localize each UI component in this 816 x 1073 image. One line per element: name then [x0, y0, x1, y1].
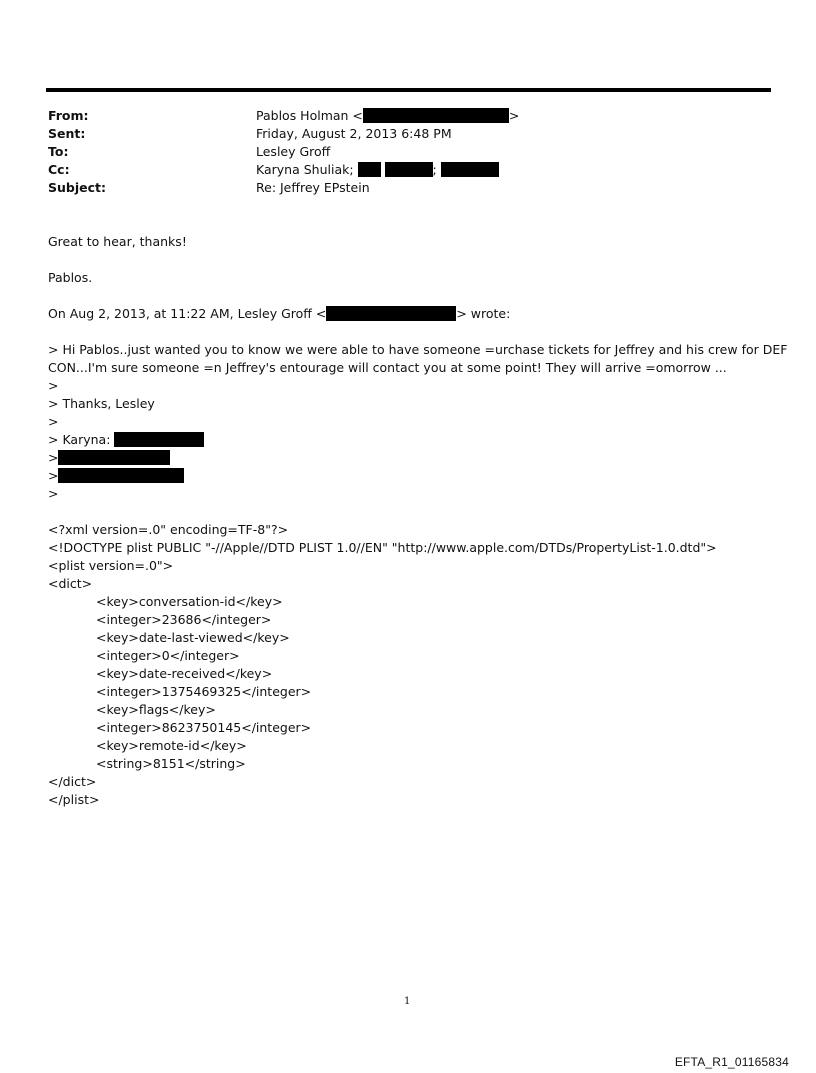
plist-dict-entry: <key>flags</key> — [96, 702, 216, 717]
quoted-line-with-redaction — [48, 431, 204, 449]
redaction-box — [441, 162, 499, 177]
quote-intro-after: > wrote: — [456, 306, 511, 321]
redaction-box — [358, 162, 381, 177]
from-value — [256, 107, 519, 125]
subject-label: Subject: — [48, 180, 106, 195]
from-label: From: — [48, 108, 89, 123]
page-number: 1 — [404, 996, 411, 1007]
plist-dict-entry: <string>8151</string> — [96, 756, 246, 771]
quoted-line-text: > — [48, 468, 59, 483]
redaction-box — [385, 162, 433, 177]
redaction-box — [363, 108, 509, 123]
redaction-box — [326, 306, 456, 321]
sent-label: Sent: — [48, 126, 86, 141]
cc-separator: ; — [432, 162, 437, 177]
quoted-line-text: > — [48, 450, 59, 465]
plist-dict-entry: <integer>23686</integer> — [96, 612, 272, 627]
quoted-line: > — [48, 486, 59, 501]
plist-dict-entry: <integer>0</integer> — [96, 648, 240, 663]
to-value: Lesley Groff — [256, 144, 331, 159]
plist-line: <!DOCTYPE plist PUBLIC "-//Apple//DTD PLIST 1.0//EN" "http://www.apple.com/DTDs/PropertyList-1.0.dtd"> — [48, 540, 717, 555]
greeting-text: Great to hear, thanks! — [48, 234, 187, 249]
plist-line: </dict> — [48, 774, 97, 789]
plist-dict-entry: <key>conversation-id</key> — [96, 594, 283, 609]
cc-value — [256, 161, 499, 179]
plist-line: </plist> — [48, 792, 100, 807]
redaction-box — [114, 432, 204, 447]
header-rule — [46, 88, 771, 92]
quoted-line-with-redaction — [48, 449, 170, 467]
subject-value: Re: Jeffrey EPstein — [256, 180, 370, 195]
redaction-box — [58, 468, 184, 483]
plist-dict-entry: <key>remote-id</key> — [96, 738, 247, 753]
quoted-line: > — [48, 378, 59, 393]
document-id: EFTA_R1_01165834 — [674, 1055, 789, 1069]
sent-value: Friday, August 2, 2013 6:48 PM — [256, 126, 452, 141]
to-label: To: — [48, 144, 69, 159]
quoted-line: > Thanks, Lesley — [48, 396, 155, 411]
plist-dict-entry: <integer>8623750145</integer> — [96, 720, 312, 735]
plist-dict-entry: <key>date-last-viewed</key> — [96, 630, 290, 645]
cc-label: Cc: — [48, 162, 70, 177]
quoted-line: > Hi Pablos..just wanted you to know we were able to have someone =urchase tickets for Jeffrey and his crew for DEF — [48, 342, 788, 357]
signoff-text: Pablos. — [48, 270, 93, 285]
plist-line: <?xml version=.0" encoding=TF-8"?> — [48, 522, 289, 537]
cc-name: Karyna Shuliak; — [256, 162, 354, 177]
quoted-line: CON...I'm sure someone =n Jeffrey's entourage will contact you at some point! They will arrive =omorrow ... — [48, 360, 727, 375]
plist-dict-entry: <integer>1375469325</integer> — [96, 684, 312, 699]
quote-intro-before: On Aug 2, 2013, at 11:22 AM, Lesley Groff < — [48, 306, 327, 321]
redaction-box — [58, 450, 170, 465]
quoted-line: > — [48, 414, 59, 429]
quote-intro — [48, 305, 510, 323]
plist-line: <plist version=.0"> — [48, 558, 174, 573]
quoted-line-with-redaction — [48, 467, 184, 485]
plist-line: <dict> — [48, 576, 93, 591]
from-name: Pablos Holman < — [256, 108, 363, 123]
plist-dict-entry: <key>date-received</key> — [96, 666, 273, 681]
quoted-line-text: > Karyna: — [48, 432, 111, 447]
from-close: > — [508, 108, 520, 123]
